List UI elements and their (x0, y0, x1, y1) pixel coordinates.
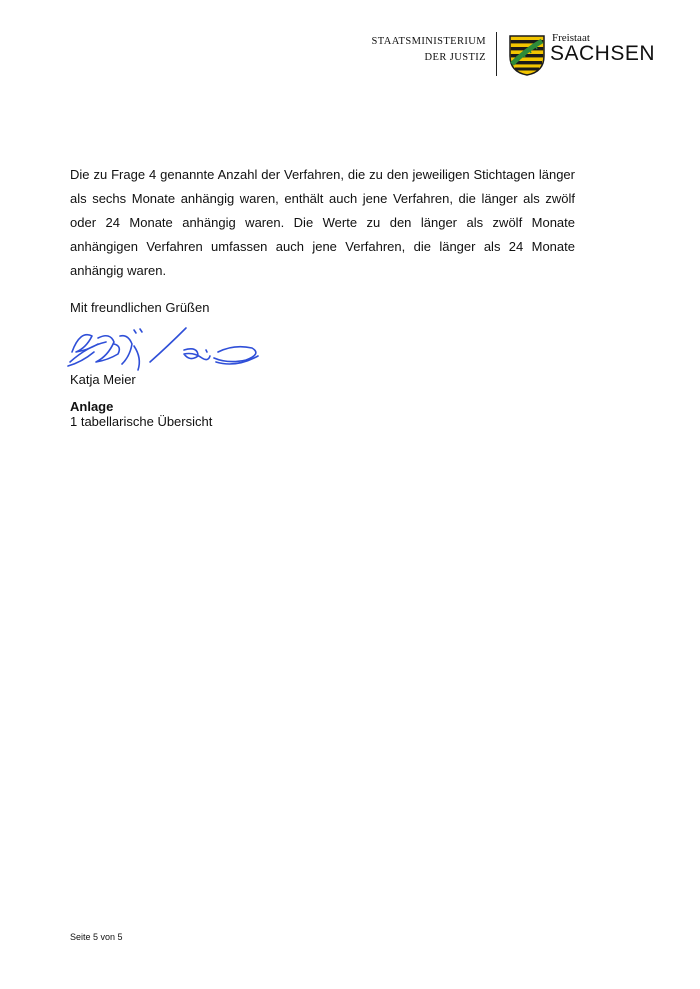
signer-name: Katja Meier (70, 372, 136, 387)
letter-body (70, 163, 575, 283)
saxony-coat-of-arms-icon (508, 34, 546, 76)
state-label-small: Freistaat (552, 32, 590, 44)
body-paragraph: Die zu Frage 4 genannte Anzahl der Verfahren, die zu den jeweiligen Stichtagen länger als sechs Monate anhängig waren, enthält auch jene Verfahren, die länger als zwölf oder 24 Monate anhängig waren. Die Werte zu den länger als zwölf Monate anhängigen Verfahren umfassen auch jene Verfahren, die länger als 24 Monate anhängig waren. (70, 167, 575, 278)
enclosure-title: Anlage (70, 399, 114, 414)
ministry-name (372, 34, 486, 66)
page-number: Seite 5 von 5 (70, 932, 123, 942)
closing-greeting: Mit freundlichen Grüßen (70, 300, 210, 315)
ministry-line-2: DER JUSTIZ (424, 52, 486, 63)
enclosure-text: 1 tabellarische Übersicht (70, 414, 213, 429)
letterhead-divider (496, 32, 497, 76)
state-label-big: SACHSEN (550, 42, 656, 65)
ministry-line-1: STAATSMINISTERIUM (371, 36, 486, 47)
letterhead (371, 30, 672, 80)
